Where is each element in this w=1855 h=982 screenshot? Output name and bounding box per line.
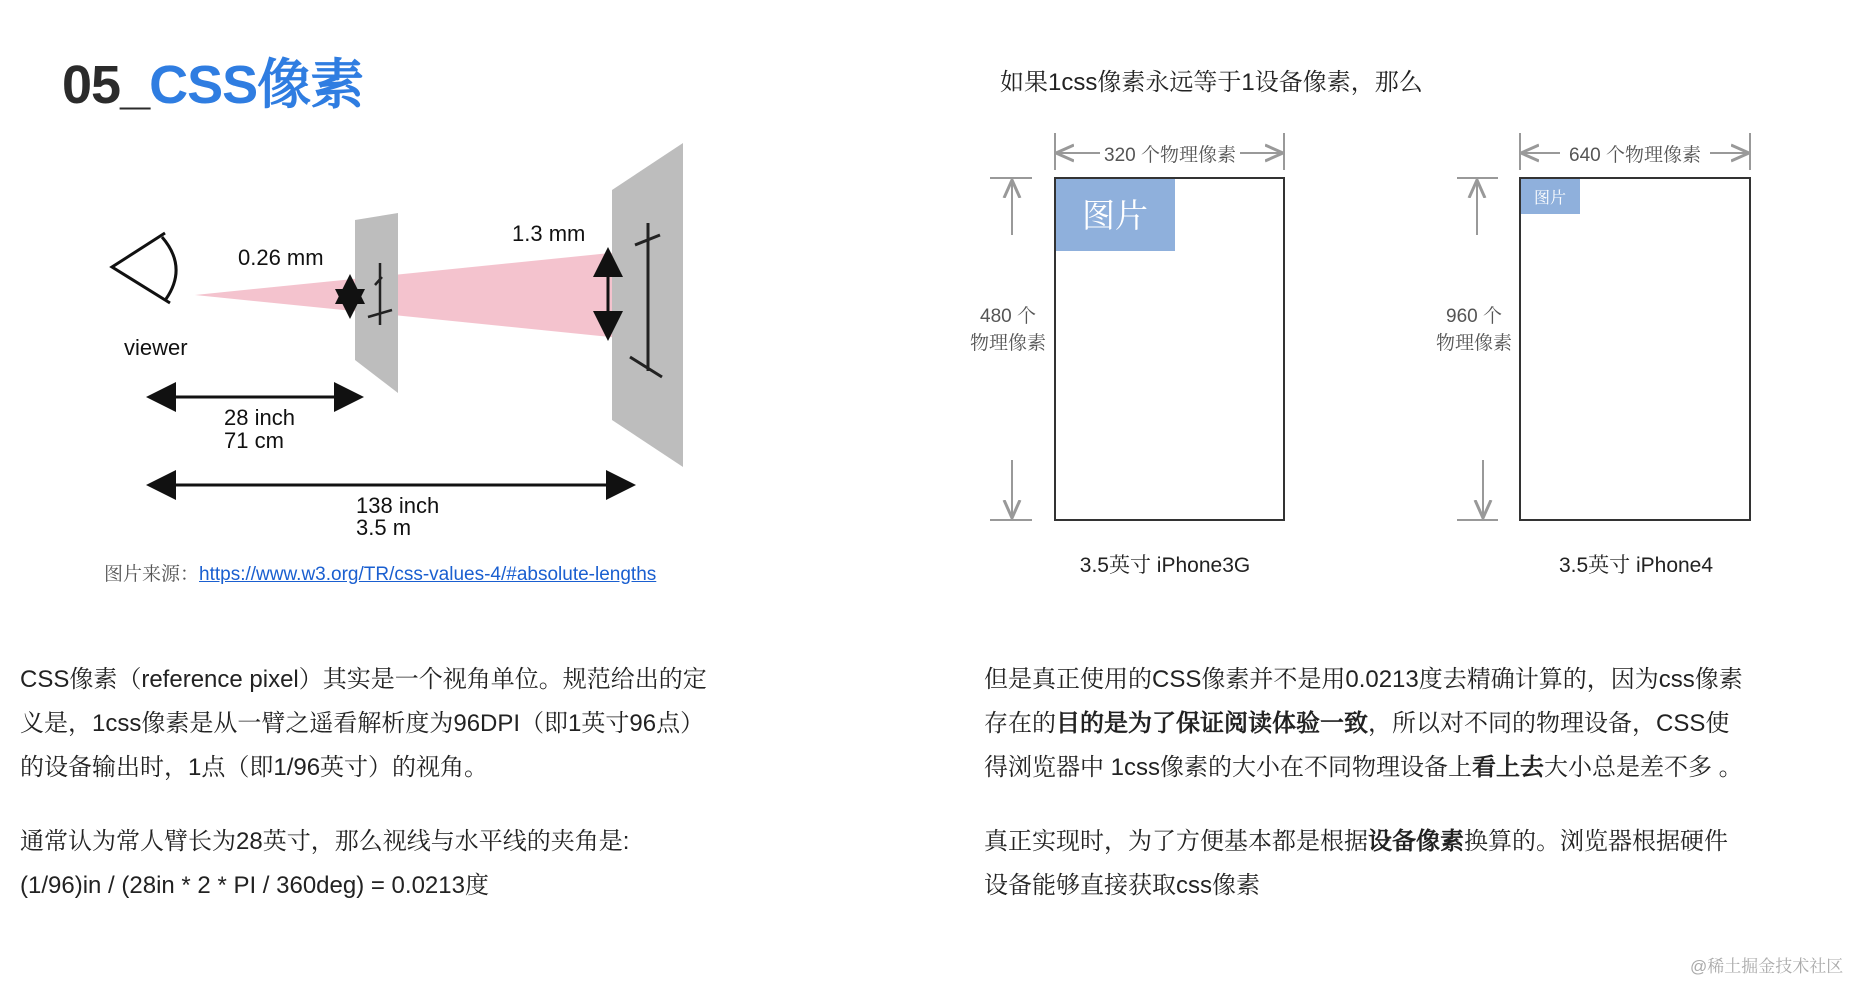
image-source — [104, 559, 656, 586]
far-size-label: 1.3 mm — [512, 221, 586, 246]
viewer-label: viewer — [124, 335, 188, 360]
phone1-height-line1: 480 个 — [980, 306, 1036, 327]
phone-iphone4 — [1436, 133, 1750, 577]
near-screen — [355, 213, 398, 393]
right-paragraph-1: 但是真正使用的CSS像素并不是用0.0213度去精确计算的，因为css像素 存在的目的是为了保证阅读体验一致，所以对不同的物理设备，CSS使 得浏览器中 1css像素的大小在不同物理设备上看上去大小总是差不多 。 — [984, 666, 1743, 781]
emphasis-looks: 看上去 — [1472, 754, 1545, 781]
right-paragraph-2: 真正实现时，为了方便基本都是根据设备像素换算的。浏览器根据硬件 设备能够直接获取css像素 — [984, 828, 1728, 899]
phone2-height-line2: 物理像素 — [1435, 333, 1513, 354]
near-distance-inch: 28 inch — [224, 405, 295, 430]
near-size-label: 0.26 mm — [238, 245, 324, 270]
emphasis-device-pixel: 设备像素 — [1368, 828, 1464, 855]
phone2-image-label: 图片 — [1533, 190, 1567, 207]
far-distance-m: 3.5 m — [356, 515, 412, 540]
left-paragraph-1: CSS像素（reference pixel）其实是一个视角单位。规范给出的定 义是，1css像素是从一臂之遥看解析度为96DPI（即1英寸96点） 的设备输出时，1点（即1/96英寸）的视角。 — [20, 666, 707, 781]
phone-diagrams — [960, 125, 1760, 585]
phone2-width-label: 640 个物理像素 — [1569, 145, 1701, 166]
left-paragraph-2: 通常认为常人臂长为28英寸，那么视线与水平线的夹角是: (1/96)in / (28in * 2 * PI / 360deg) = 0.0213度 — [20, 828, 630, 899]
phone-iphone3g — [970, 133, 1284, 577]
phone1-height-line2: 物理像素 — [969, 333, 1047, 354]
watermark: @稀土掘金技术社区 — [1690, 957, 1844, 976]
page-title — [62, 42, 363, 119]
phone2-height-line1: 960 个 — [1446, 306, 1502, 327]
eye-icon — [112, 233, 170, 303]
near-distance-cm: 71 cm — [224, 428, 284, 453]
source-link[interactable]: https://www.w3.org/TR/css-values-4/#absolute-lengths — [199, 564, 657, 585]
emphasis-reading-consistency: 目的是为了保证阅读体验一致 — [1056, 710, 1368, 737]
far-distance-inch: 138 inch — [356, 493, 440, 518]
title-number: 05_ — [62, 55, 150, 115]
right-heading: 如果1css像素永远等于1设备像素，那么 — [1000, 69, 1423, 96]
phone2-caption: 3.5英寸 iPhone4 — [1558, 554, 1714, 577]
phone1-width-label: 320 个物理像素 — [1104, 145, 1236, 166]
phone1-image-label: 图片 — [1082, 197, 1148, 234]
phone1-caption: 3.5英寸 iPhone3G — [1079, 554, 1251, 577]
viewing-angle-diagram — [100, 135, 700, 555]
title-text: CSS像素 — [149, 55, 364, 115]
source-prefix: 图片来源： — [104, 564, 200, 585]
